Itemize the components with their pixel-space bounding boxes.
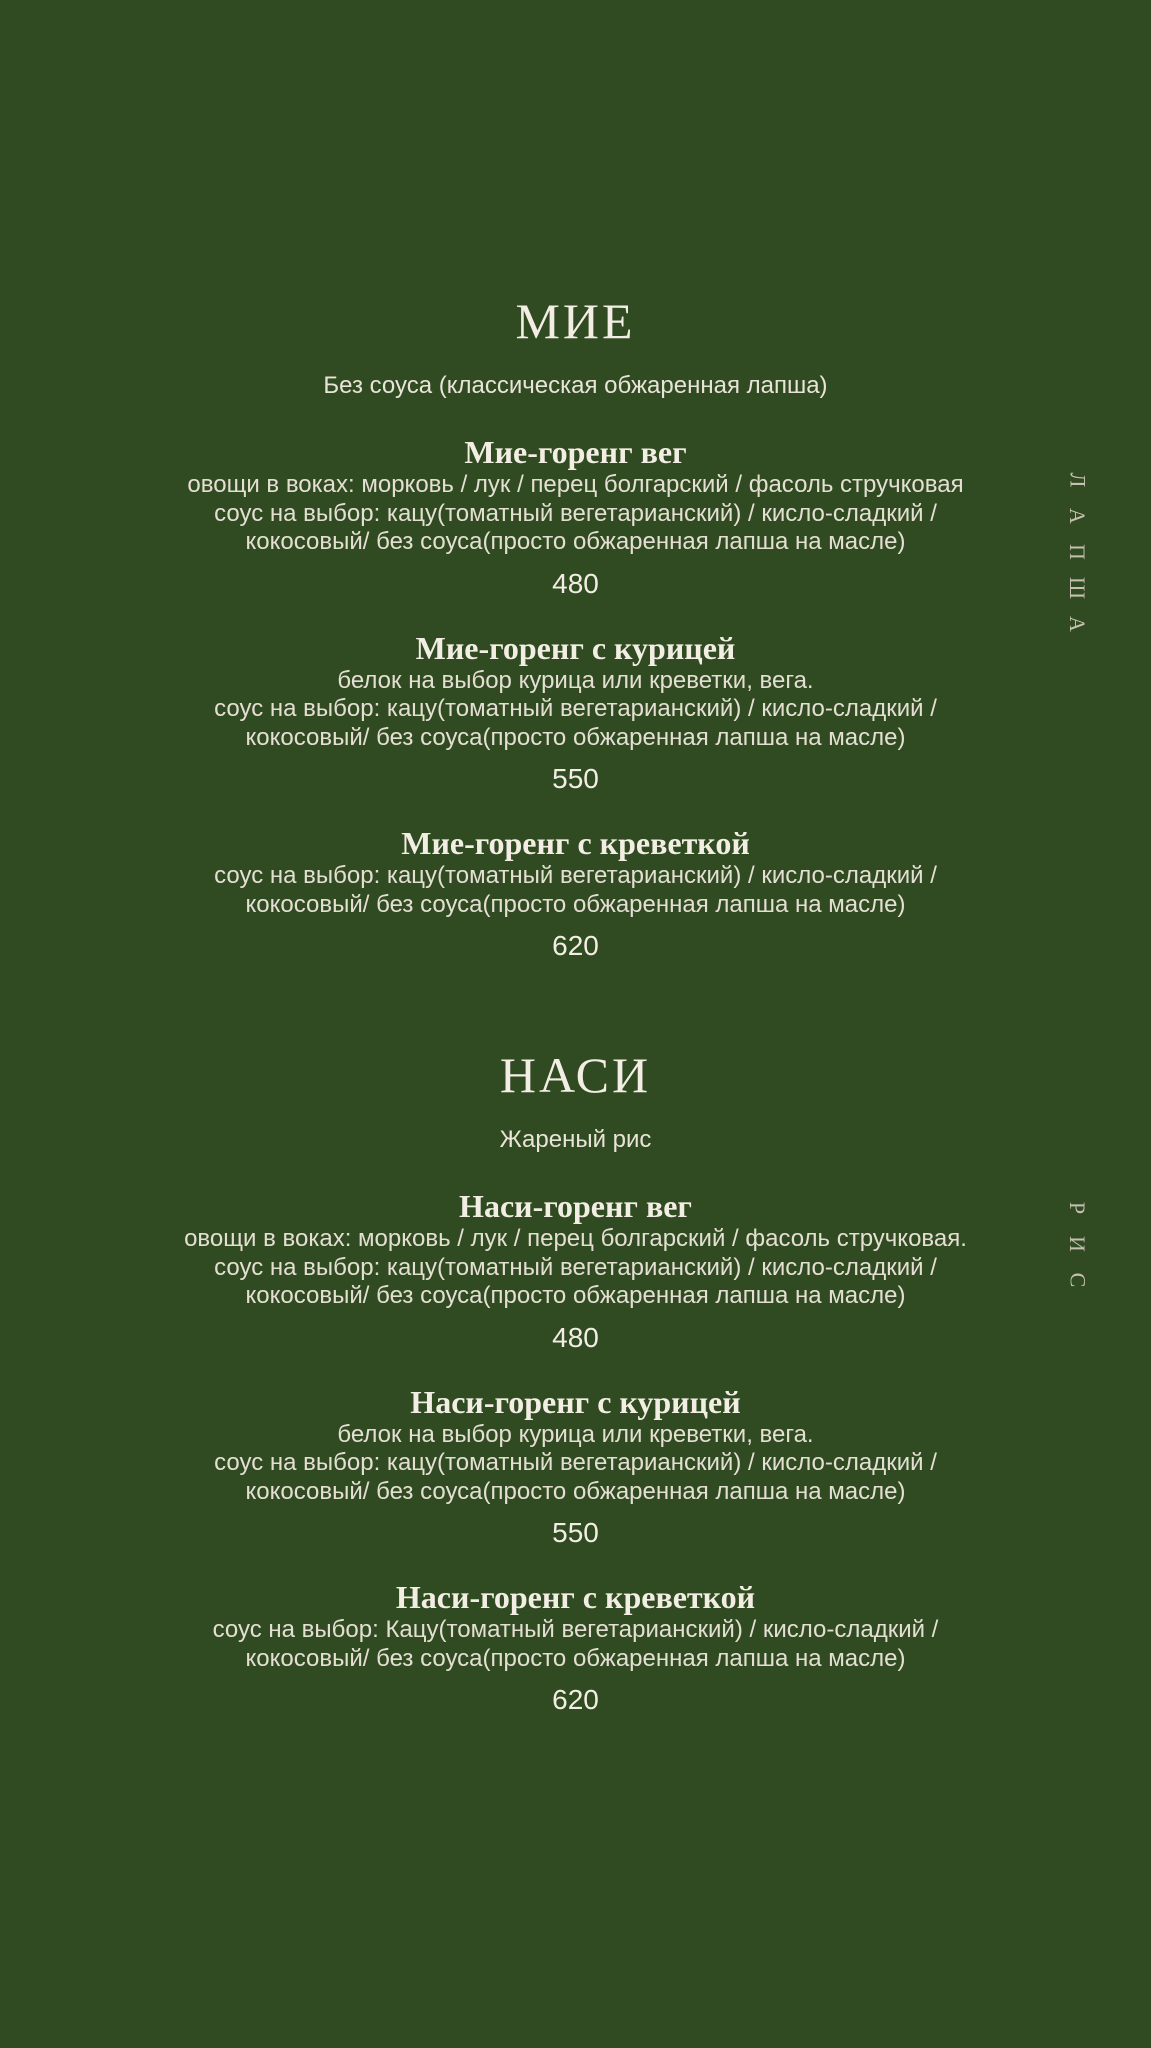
item-name: Мие-горенг с креветкой [401,825,750,861]
menu-items [0,1187,1151,1717]
section-subtitle: Жареный рис [499,1126,652,1153]
side-label-letter: П [1064,544,1090,560]
item-desc-line: кокосовый/ без соуса(просто обжаренная лапша на масле) [245,528,906,555]
item-desc-line: соус на выбор: кацу(томатный вегетарианский) / кисло-сладкий / [214,499,937,527]
item-price: 480 [552,567,599,599]
side-label-letter: Л [1064,472,1090,488]
item-price: 550 [552,763,599,794]
item-desc-line: белок на выбор курица или креветки, вега. [337,1420,814,1448]
side-label-letter: Р [1065,1201,1090,1215]
item-desc-line: соус на выбор: кацу(томатный вегетарианский) / кисло-сладкий / [214,862,937,889]
item-desc-line: кокосовый/ без соуса(просто обжаренная лапша на масле) [245,890,906,918]
item-desc-line: белок на выбор курица или креветки, вега. [337,666,814,694]
section-nasi [0,1044,1151,1745]
section-title: НАСИ [499,1047,652,1103]
item-desc-line: соус на выбор: кацу(томатный вегетарианский) / кисло-сладкий / [214,695,937,722]
section-mie [0,290,1151,991]
menu-item [0,433,1151,601]
item-name: Мие-горенг вег [464,434,687,470]
item-desc-line: кокосовый/ без соуса(просто обжаренная лапша на масле) [245,1644,906,1672]
section-subtitle: Без соуса (классическая обжаренная лапша) [323,372,828,399]
item-desc-line: кокосовый/ без соуса(просто обжаренная лапша на масле) [245,1282,906,1309]
item-name: Наси-горенг с курицей [410,1383,741,1420]
menu-item [0,629,1151,797]
item-desc-line: кокосовый/ без соуса(просто обжаренная лапша на масле) [245,1477,906,1505]
side-label-letter: Ш [1064,576,1090,600]
item-desc-line: соус на выбор: Кацу(томатный вегетарианский) / кисло-сладкий / [212,1616,939,1643]
item-desc-line: соус на выбор: кацу(томатный вегетарианский) / кисло-сладкий / [214,1253,937,1281]
section-title: МИЕ [515,293,636,349]
item-name: Мие-горенг с курицей [415,629,736,666]
side-label-rice [1052,1190,1088,1298]
item-desc-line: соус на выбор: кацу(томатный вегетарианский) / кисло-сладкий / [214,1449,937,1476]
item-price: 620 [552,930,599,961]
item-price: 480 [552,1321,599,1353]
menu-item [0,1187,1151,1355]
menu-item [0,1383,1151,1551]
side-label-letter: А [1064,616,1090,632]
item-desc-line: овощи в воках: морковь / лук / перец болгарский / фасоль стручковая [187,471,964,498]
item-price: 620 [552,1684,599,1715]
menu-item [0,824,1151,963]
item-name: Наси-горенг вег [459,1188,692,1224]
item-desc-line: кокосовый/ без соуса(просто обжаренная лапша на масле) [245,723,906,751]
side-label-noodles [1052,462,1088,642]
side-label-letter: А [1064,508,1090,524]
side-label-letter: С [1065,1272,1090,1288]
menu-item [0,1578,1151,1717]
menu-items [0,433,1151,963]
side-label-letter: И [1064,1236,1090,1252]
item-price: 550 [552,1517,599,1548]
item-name: Наси-горенг с креветкой [395,1579,756,1615]
item-desc-line: овощи в воках: морковь / лук / перец болгарский / фасоль стручковая. [184,1225,967,1252]
